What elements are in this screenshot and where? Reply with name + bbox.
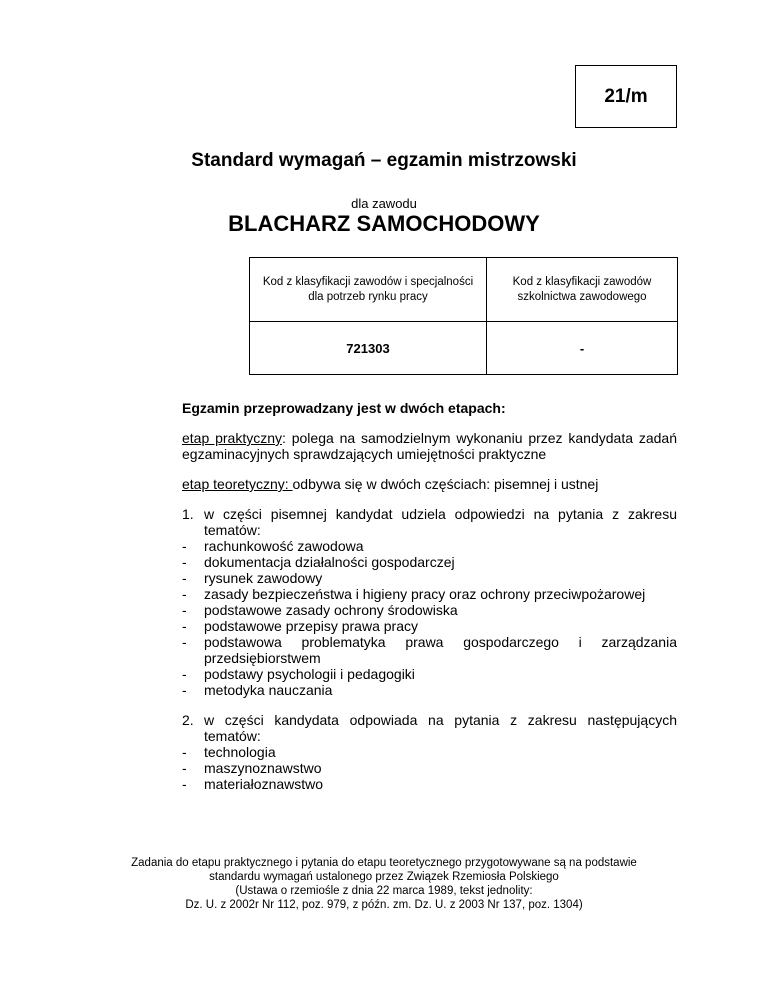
practical-text: : polega na samodzielnym wykonaniu przez kandydata zadań egzaminacyjnych sprawdzających umiejętności praktyczne: [182, 430, 677, 462]
list-item: [182, 776, 677, 792]
classification-header-2: Kod z klasyfikacji zawodów szkolnictwa zawodowego: [487, 258, 678, 322]
page-title: Standard wymagań – egzamin mistrzowski: [191, 150, 577, 171]
list-item: [182, 760, 677, 776]
dash-bullet: -: [182, 586, 187, 602]
dash-bullet: -: [182, 538, 187, 554]
classification-value-1: 721303: [250, 322, 487, 375]
topic-text: materiałoznawstwo: [204, 776, 324, 792]
dash-bullet: -: [182, 776, 187, 792]
dash-bullet: -: [182, 634, 187, 650]
document-code: 21/m: [604, 85, 648, 107]
topic-text: technologia: [204, 744, 276, 760]
theory-text: odbywa się w dwóch częściach: pisemnej i ustnej: [292, 476, 599, 492]
dash-bullet: -: [182, 682, 187, 698]
list-item: [182, 618, 677, 634]
document-code-box: [575, 65, 677, 128]
oral-topics-list: [182, 744, 677, 792]
list-item: [182, 570, 677, 586]
footer-line: standardu wymagań ustalonego przez Związek Rzemiosła Polskiego: [209, 871, 559, 883]
theory-stage: [182, 476, 677, 492]
profession-name: BLACHARZ SAMOCHODOWY: [228, 211, 540, 236]
list-item: [182, 682, 677, 698]
list-item: [182, 666, 677, 682]
topic-text: metodyka nauczania: [204, 682, 333, 698]
written-number: 1.: [182, 506, 194, 522]
theory-label: etap teoretyczny:: [182, 476, 293, 492]
exam-description: [182, 400, 677, 806]
oral-intro: w części kandydata odpowiada na pytania z zakresu następujących tematów:: [204, 712, 677, 744]
list-item: [182, 634, 677, 666]
dash-bullet: -: [182, 744, 187, 760]
written-intro: w części pisemnej kandydat udziela odpowiedzi na pytania z zakresu tematów:: [204, 506, 677, 538]
dash-bullet: -: [182, 602, 187, 618]
dash-bullet: -: [182, 554, 187, 570]
written-topics-list: [182, 538, 677, 698]
practical-stage: [182, 430, 677, 462]
dash-bullet: -: [182, 570, 187, 586]
classification-table: [249, 257, 678, 375]
list-item: [182, 744, 677, 760]
topic-text: rysunek zawodowy: [204, 570, 323, 586]
dash-bullet: -: [182, 618, 187, 634]
list-item: [182, 586, 677, 602]
topic-text: podstawowa problematyka prawa gospodarczego i zarządzania przedsiębiorstwem: [204, 634, 677, 666]
subtitle: dla zawodu: [351, 196, 417, 211]
practical-label: etap praktyczny: [182, 430, 282, 446]
footer-line: (Ustawa o rzemiośle z dnia 22 marca 1989, tekst jednolity:: [235, 885, 533, 897]
footer-line: Dz. U. z 2002r Nr 112, poz. 979, z późn. zm. Dz. U. z 2003 Nr 137, poz. 1304): [185, 899, 583, 911]
topic-text: maszynoznawstwo: [204, 760, 322, 776]
dash-bullet: -: [182, 760, 187, 776]
list-item: [182, 554, 677, 570]
exam-heading: Egzamin przeprowadzany jest w dwóch etapach:: [182, 400, 506, 416]
oral-number: 2.: [182, 712, 194, 728]
footer-line: Zadania do etapu praktycznego i pytania do etapu teoretycznego przygotowywane są na podstawie: [131, 857, 637, 869]
dash-bullet: -: [182, 666, 187, 682]
list-item: [182, 538, 677, 554]
topic-text: dokumentacja działalności gospodarczej: [204, 554, 455, 570]
topic-text: podstawy psychologii i pedagogiki: [204, 666, 415, 682]
list-item: [182, 602, 677, 618]
topic-text: podstawowe przepisy prawa pracy: [204, 618, 418, 634]
written-intro-row: [182, 506, 677, 538]
topic-text: rachunkowość zawodowa: [204, 538, 364, 554]
classification-value-2: -: [487, 322, 678, 375]
topic-text: podstawowe zasady ochrony środowiska: [204, 602, 458, 618]
footer-note: [0, 856, 768, 912]
oral-part: [182, 712, 677, 792]
table-row: [250, 258, 678, 322]
oral-intro-row: [182, 712, 677, 744]
topic-text: zasady bezpieczeństwa i higieny pracy oraz ochrony przeciwpożarowej: [204, 586, 646, 602]
table-row: [250, 322, 678, 375]
written-part: [182, 506, 677, 698]
classification-header-1: Kod z klasyfikacji zawodów i specjalności dla potrzeb rynku pracy: [250, 258, 487, 322]
